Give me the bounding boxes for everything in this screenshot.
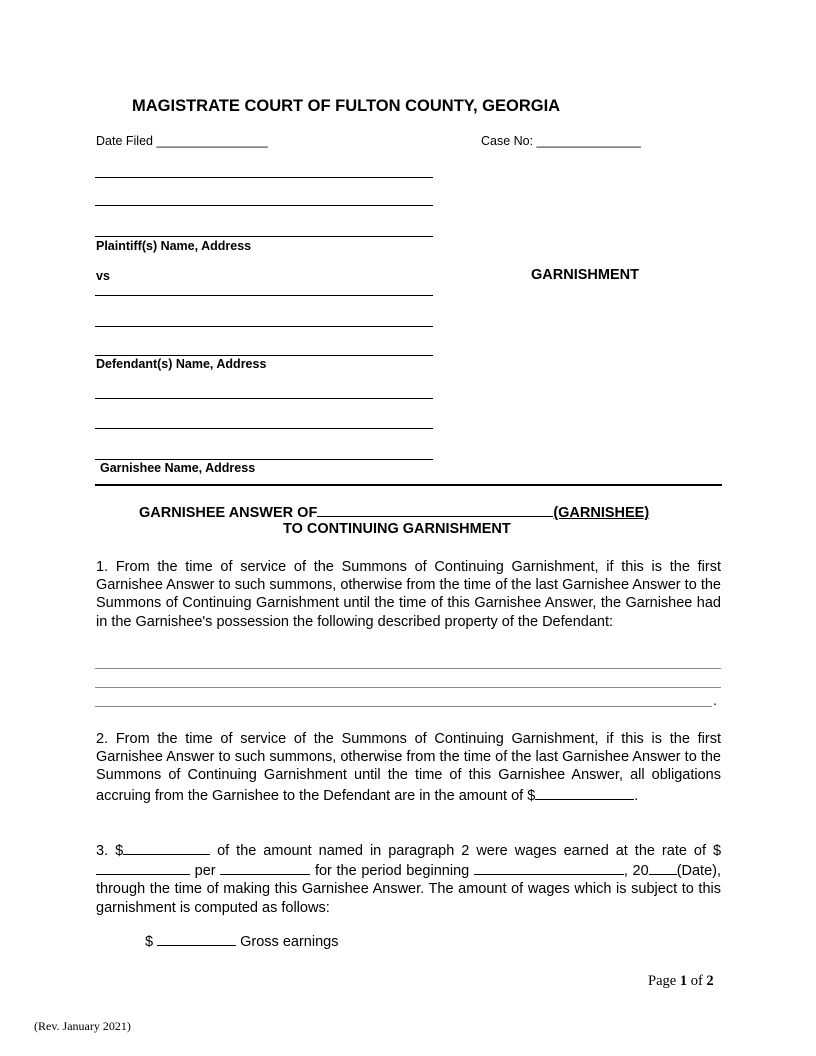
plaintiff-line-2[interactable] <box>95 205 433 206</box>
paragraph-2-text: 2. From the time of service of the Summons of Continuing Garnishment, if this is the first Garnishee Answer to such summons, otherwise from the time of the last Garnishee Answer to the Summons of Continuing Garnishment until the time of this Garnishee Answer, all obligations accruing from the Garnishee to the Defendant are in the amount of $ <box>96 731 721 804</box>
garnishee-label: Garnishee Name, Address <box>100 461 256 475</box>
defendant-line-2[interactable] <box>95 326 433 327</box>
vs-label: vs <box>96 269 110 283</box>
defendant-line-3[interactable] <box>95 355 433 356</box>
period-begin-date-field[interactable] <box>474 860 624 875</box>
page-total: 2 <box>706 973 714 989</box>
property-line-1[interactable] <box>95 668 721 669</box>
plaintiff-label: Plaintiff(s) Name, Address <box>96 239 252 253</box>
gross-earnings-field[interactable] <box>157 931 236 946</box>
p3-text-a: 3. $ <box>96 843 124 859</box>
p3-text-e: , 20 <box>623 863 649 880</box>
paragraph-2-end: . <box>634 787 639 804</box>
garnishee-line-3[interactable] <box>95 459 433 460</box>
period-year-field[interactable] <box>649 860 677 875</box>
answer-heading <box>139 503 649 521</box>
garnishee-line-2[interactable] <box>95 428 433 429</box>
gross-dollar-sign: $ <box>145 934 154 950</box>
p3-text-f: (Date), through the time of making this Garnishee Answer. The amount of wages which is subject to this garnishment is computed as follows: <box>96 863 722 916</box>
p3-text-b: of the amount named in paragraph 2 were wages earned at the rate of $ <box>210 843 722 859</box>
answer-heading-suffix: (GARNISHEE) <box>553 505 650 521</box>
date-filed <box>96 134 268 148</box>
gross-earnings-row <box>145 931 338 950</box>
property-line-3[interactable] <box>95 706 712 707</box>
wage-rate-field[interactable] <box>96 860 190 875</box>
page-current: 1 <box>679 973 688 989</box>
obligations-amount-field[interactable] <box>535 785 634 800</box>
page-number <box>648 973 714 990</box>
wages-amount-field[interactable] <box>123 840 210 855</box>
gross-earnings-label: Gross earnings <box>240 934 339 950</box>
section-divider <box>95 484 722 486</box>
page-of: of <box>690 973 703 989</box>
plaintiff-line-1[interactable] <box>95 177 433 178</box>
p3-text-d: for the period beginning <box>310 863 474 880</box>
case-no-field[interactable]: _______________ <box>536 134 641 148</box>
answer-heading-line2: TO CONTINUING GARNISHMENT <box>283 521 511 537</box>
property-line-2[interactable] <box>95 687 721 688</box>
paragraph-2 <box>96 730 721 805</box>
case-type-title: GARNISHMENT <box>531 267 639 283</box>
answer-heading-prefix: GARNISHEE ANSWER OF <box>139 505 318 521</box>
date-filed-field[interactable]: ________________ <box>156 134 268 148</box>
case-no-label: Case No: <box>481 134 534 148</box>
court-title: MAGISTRATE COURT OF FULTON COUNTY, GEORGIA <box>132 97 561 115</box>
date-filed-label: Date Filed <box>96 134 153 148</box>
page-word: Page <box>648 973 677 989</box>
garnishee-line-1[interactable] <box>95 398 433 399</box>
garnishee-name-field[interactable] <box>317 503 553 517</box>
paragraph-1: 1. From the time of service of the Summons of Continuing Garnishment, if this is the first Garnishee Answer to such summons, otherwise from the time of the last Garnishee Answer to the Summons of Continuing Garnishment until the time of this Garnishee Answer, the Garnishee had in the Garnishee's possession the following described property of the Defendant: <box>96 559 721 630</box>
paragraph-3 <box>96 840 721 917</box>
property-period: . <box>713 692 717 708</box>
case-number <box>481 134 641 148</box>
p3-text-c: per <box>190 863 221 880</box>
plaintiff-line-3[interactable] <box>95 236 433 237</box>
rate-period-field[interactable] <box>220 860 310 875</box>
defendant-line-1[interactable] <box>95 295 433 296</box>
revision-date: (Rev. January 2021) <box>34 1019 131 1033</box>
defendant-label: Defendant(s) Name, Address <box>96 357 267 371</box>
